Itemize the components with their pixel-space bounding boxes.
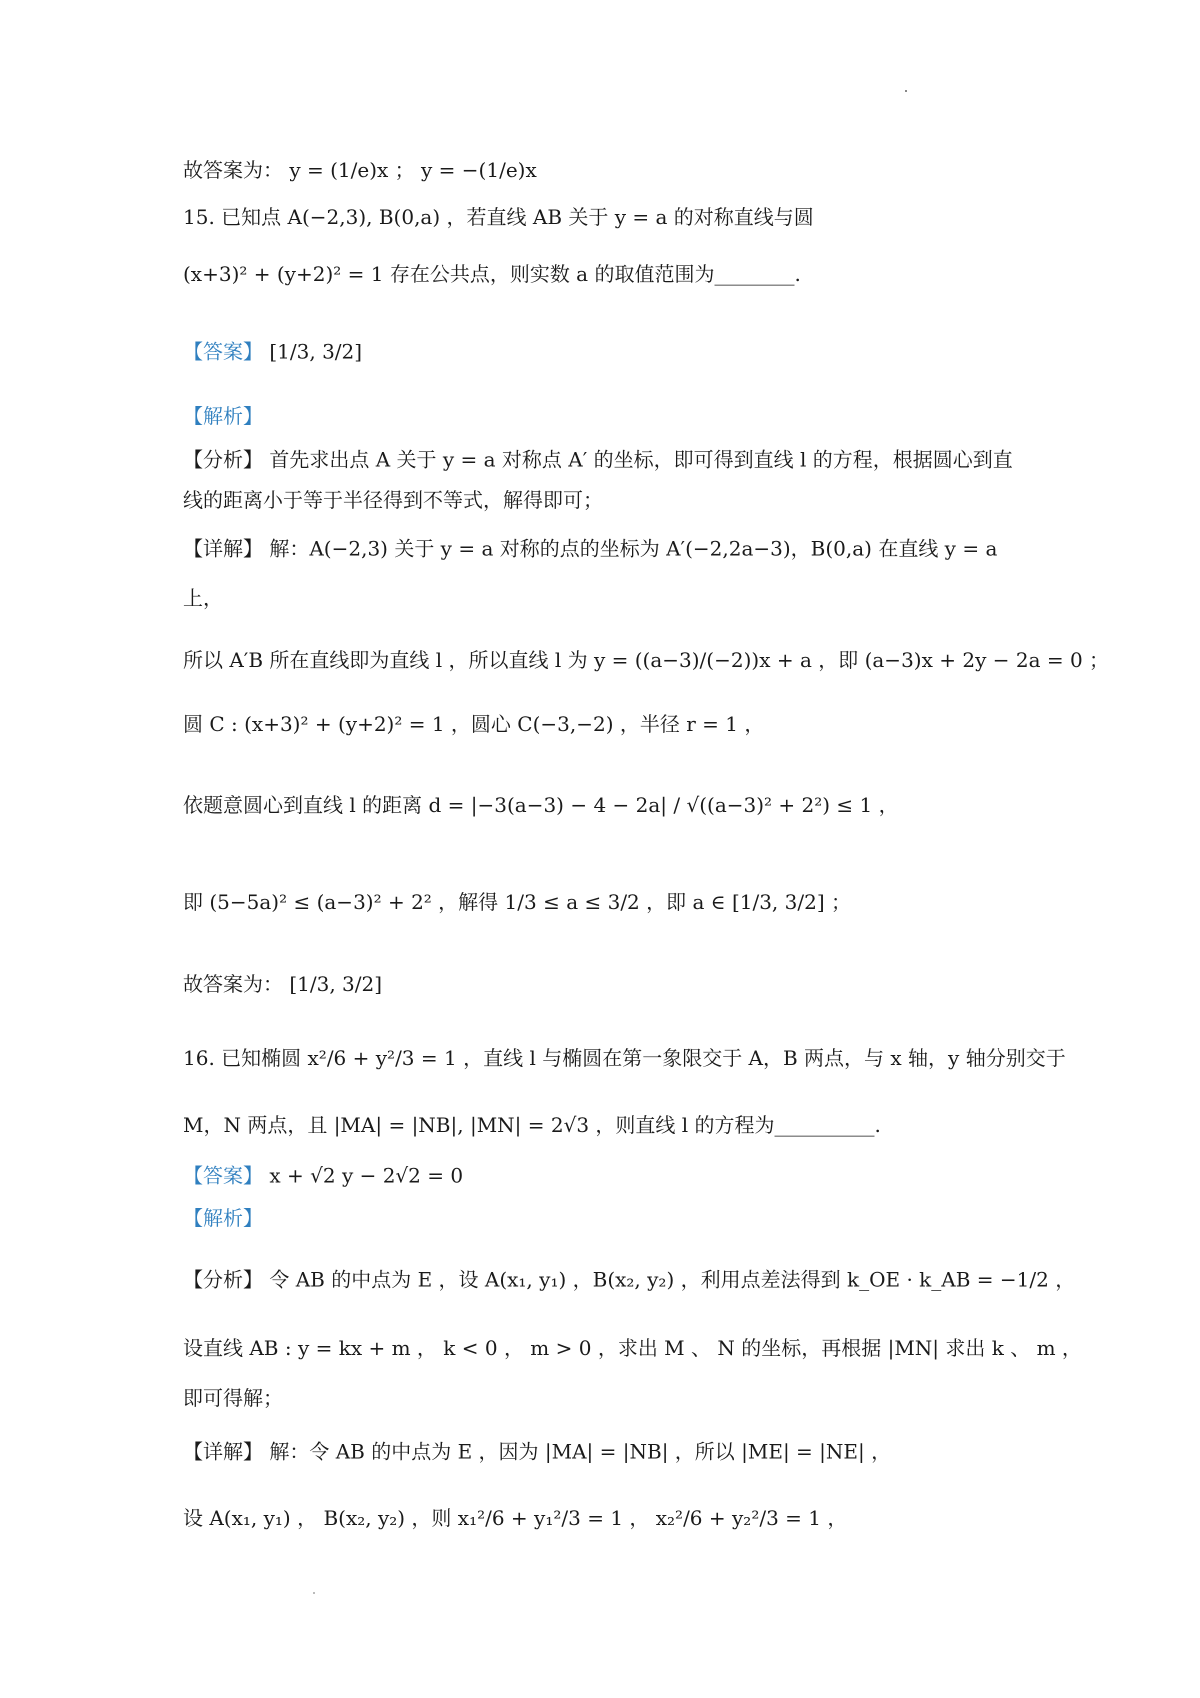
fenxi-tag: 【分析】 [183, 1267, 263, 1292]
detail-line-l: 所以 A′B 所在直线即为直线 l ，所以直线 l 为 y = ((a−3)/(−2))x + a ，即 (a−3)x + 2y − 2a = 0 ； [183, 648, 1110, 672]
analysis-row-16-end: 即可得解； [183, 1386, 283, 1410]
scan-speck [313, 1592, 315, 1594]
final-answer-15: 故答案为： [1/3, 3/2] [183, 972, 383, 996]
detail-row-15-cont: 上， [183, 586, 223, 610]
detail-row-16-ellipse: 设 A(x₁, y₁) ， B(x₂, y₂) ，则 x₁²/6 + y₁²/3 = 1 ， x₂²/6 + y₂²/3 = 1 ， [183, 1506, 848, 1530]
scan-speck [905, 90, 907, 92]
question-16-line-2: M，N 两点，且 |MA| = |NB|, |MN| = 2√3 ，则直线 l 的方程为__________. [183, 1113, 881, 1137]
analysis-tag: 【解析】 [183, 404, 263, 428]
answer-line-14: 故答案为： y = (1/e)x ； y = −(1/e)x [183, 158, 537, 182]
fenxi-text: 首先求出点 A 关于 y = a 对称点 A′ 的坐标，即可得到直线 l 的方程，根据圆心到直 [269, 447, 1013, 472]
answer-tag: 【答案】 [183, 339, 263, 364]
question-16-line-1: 16. 已知椭圆 x²/6 + y²/3 = 1 ，直线 l 与椭圆在第一象限交于 A，B 两点，与 x 轴，y 轴分别交于 [183, 1046, 1066, 1070]
analysis-tag: 【解析】 [183, 1206, 263, 1230]
xiangjie-tag: 【详解】 [183, 536, 263, 561]
xiangjie-tag: 【详解】 [183, 1439, 263, 1464]
analysis-row-15 [183, 446, 1013, 472]
answer-value: [1/3, 3/2] [269, 339, 363, 364]
question-15-line-2: (x+3)² + (y+2)² = 1 存在公共点，则实数 a 的取值范围为________. [183, 262, 801, 286]
detail-inequality: 即 (5−5a)² ≤ (a−3)² + 2² ，解得 1/3 ≤ a ≤ 3/2 ，即 a ∈ [1/3, 3/2] ； [183, 890, 851, 914]
detail-row-16 [183, 1438, 891, 1464]
question-15-line-1: 15. 已知点 A(−2,3), B(0,a) ，若直线 AB 关于 y = a 的对称直线与圆 [183, 205, 814, 229]
answer-row-15 [183, 338, 362, 364]
analysis-row-15-cont: 线的距离小于等于半径得到不等式，解得即可； [183, 488, 603, 512]
detail-circle-c: 圆 C : (x+3)² + (y+2)² = 1 ，圆心 C(−3,−2) ，半径 r = 1 ， [183, 712, 765, 736]
fenxi-text: 令 AB 的中点为 E ，设 A(x₁, y₁) ，B(x₂, y₂) ，利用点差法得到 k_OE · k_AB = −1/2 ， [269, 1267, 1076, 1292]
answer-tag: 【答案】 [183, 1163, 263, 1188]
detail-distance: 依题意圆心到直线 l 的距离 d = |−3(a−3) − 4 − 2a| / √((a−3)² + 2²) ≤ 1 ， [183, 793, 899, 817]
fenxi-tag: 【分析】 [183, 447, 263, 472]
answer-row-16 [183, 1162, 463, 1188]
xiangjie-text: 解：A(−2,3) 关于 y = a 对称的点的坐标为 A′(−2,2a−3)，B(0,a) 在直线 y = a [269, 536, 998, 561]
detail-row-15 [183, 535, 997, 561]
answer-value: x + √2 y − 2√2 = 0 [269, 1163, 464, 1188]
analysis-row-16-cont: 设直线 AB : y = kx + m ， k < 0 ， m > 0 ，求出 M 、 N 的坐标，再根据 |MN| 求出 k 、 m ， [183, 1336, 1082, 1360]
xiangjie-text: 解：令 AB 的中点为 E ，因为 |MA| = |NB| ，所以 |ME| = |NE| ， [269, 1439, 892, 1464]
analysis-row-16 [183, 1266, 1075, 1292]
